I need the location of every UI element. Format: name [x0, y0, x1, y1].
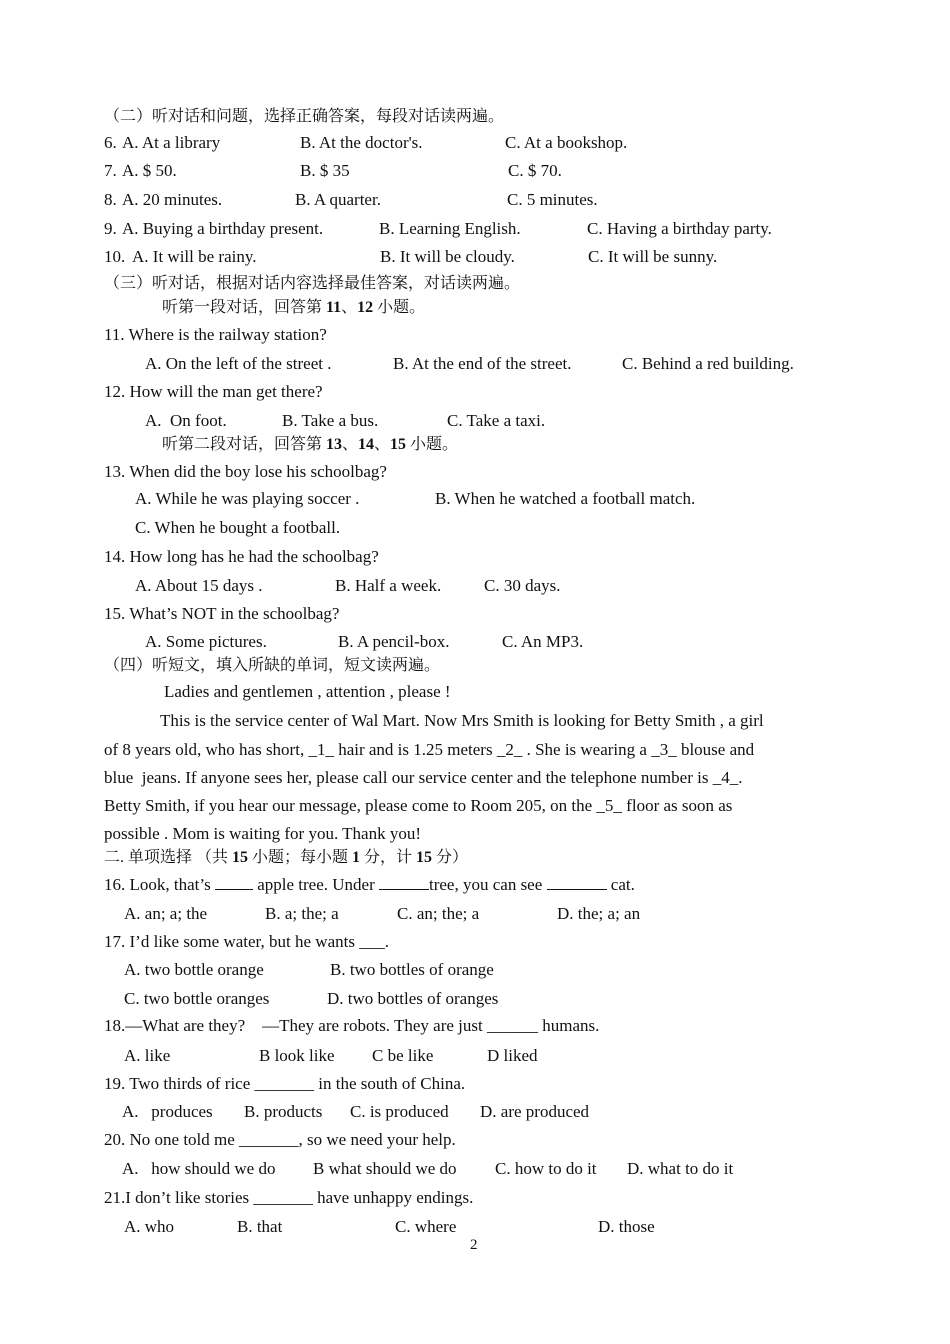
question-stem: 12. How will the man get there?	[104, 382, 323, 401]
option-d: D. what to do it	[627, 1159, 734, 1178]
option-c: C. When he bought a football.	[135, 518, 341, 537]
option-d: D. two bottles of oranges	[327, 989, 499, 1008]
option-c: C. Take a taxi.	[447, 411, 546, 430]
option-d: D. those	[598, 1217, 655, 1236]
option-b: B what should we do	[313, 1159, 457, 1178]
question-stem: 15. What’s NOT in the schoolbag?	[104, 604, 340, 623]
option-c: C. $ 70.	[508, 161, 562, 180]
option-a: A. About 15 days .	[135, 576, 263, 595]
passage-greeting: Ladies and gentlemen , attention , please !	[164, 682, 451, 701]
subheader-number: 14	[358, 436, 375, 453]
answer-blank	[379, 874, 429, 890]
option-b: B. Half a week.	[335, 576, 442, 595]
option-b: B. It will be cloudy.	[380, 247, 515, 266]
question-stem: 20. No one told me _______, so we need your help.	[104, 1130, 456, 1149]
subheader-text: 小题。	[406, 436, 459, 453]
option-b: B. two bottles of orange	[330, 960, 494, 979]
subheader-separator: 、	[342, 436, 359, 453]
option-b: B. that	[237, 1217, 283, 1236]
subheader-number: 15	[390, 436, 407, 453]
stem-text: cat.	[606, 875, 635, 894]
header-text: 分，计	[360, 849, 417, 866]
option-a: A. 20 minutes.	[122, 190, 223, 209]
question-number: 8.	[104, 190, 117, 209]
option-c: C be like	[372, 1046, 434, 1065]
option-c: C. how to do it	[495, 1159, 597, 1178]
subheader-number: 12	[357, 299, 374, 316]
option-a: A. Buying a birthday present.	[122, 219, 324, 238]
option-c: C. At a bookshop.	[505, 133, 628, 152]
option-b: B. Take a bus.	[282, 411, 379, 430]
option-a: A. how should we do	[122, 1159, 276, 1178]
section-3-subheader-2	[162, 434, 458, 456]
section-2-header: （二）听对话和问题，选择正确答案，每段对话读两遍。	[104, 108, 505, 125]
passage-line: of 8 years old, who has short, _1_ hair and is 1.25 meters _2_ . She is wearing a _3_ blouse and	[104, 740, 755, 759]
option-c: C. Having a birthday party.	[587, 219, 772, 238]
section-3-header: （三）听对话，根据对话内容选择最佳答案，对话读两遍。	[104, 275, 521, 292]
option-c: C. two bottle oranges	[124, 989, 270, 1008]
option-a: A. Some pictures.	[145, 632, 267, 651]
stem-text: tree, you can see	[429, 875, 547, 894]
passage-line: Betty Smith, if you hear our message, please come to Room 205, on the _5_ floor as soon as	[104, 796, 733, 815]
stem-text: 16. Look, that’s	[104, 875, 215, 894]
answer-blank	[547, 874, 607, 890]
option-a: A. While he was playing soccer .	[135, 489, 360, 508]
subheader-text: 听第一段对话，回答第	[162, 299, 327, 316]
question-stem: 13. When did the boy lose his schoolbag?	[104, 462, 387, 481]
option-a: A. who	[124, 1217, 175, 1236]
header-text: 二. 单项选择 （共	[104, 849, 233, 866]
option-a: A. It will be rainy.	[132, 247, 257, 266]
option-a: A. like	[124, 1046, 171, 1065]
option-b: B. A pencil-box.	[338, 632, 450, 651]
question-stem	[104, 874, 635, 896]
question-stem: 14. How long has he had the schoolbag?	[104, 547, 379, 566]
option-d: D. the; a; an	[557, 904, 641, 923]
option-b: B. A quarter.	[295, 190, 381, 209]
answer-blank	[215, 874, 253, 890]
question-stem: 21.I don’t like stories _______ have unhappy endings.	[104, 1188, 474, 1207]
question-stem: 11. Where is the railway station?	[104, 325, 327, 344]
question-number: 10.	[104, 247, 126, 266]
option-a: A. two bottle orange	[124, 960, 264, 979]
subheader-separator: 、	[341, 299, 358, 316]
option-a: A. an; a; the	[124, 904, 208, 923]
question-number: 9.	[104, 219, 117, 238]
option-c: C. 5 minutes.	[507, 190, 598, 209]
option-c: C. an; the; a	[397, 904, 480, 923]
header-number: 15	[416, 849, 433, 866]
subheader-text: 小题。	[373, 299, 426, 316]
option-b: B look like	[259, 1046, 335, 1065]
section-3-subheader-1	[162, 297, 425, 319]
subheader-text: 听第二段对话，回答第	[162, 436, 327, 453]
passage-line: blue jeans. If anyone sees her, please call our service center and the telephone number is _4_.	[104, 768, 743, 787]
header-text: 分）	[432, 849, 469, 866]
option-c: C. where	[395, 1217, 457, 1236]
subheader-separator: 、	[374, 436, 391, 453]
option-b: B. a; the; a	[265, 904, 339, 923]
option-a: A. produces	[122, 1102, 213, 1121]
subheader-number: 13	[326, 436, 343, 453]
option-b: B. $ 35	[300, 161, 350, 180]
option-c: C. Behind a red building.	[622, 354, 794, 373]
question-stem: 19. Two thirds of rice _______ in the south of China.	[104, 1074, 466, 1093]
header-number: 1	[352, 849, 361, 866]
option-d: D liked	[487, 1046, 538, 1065]
option-c: C. It will be sunny.	[588, 247, 718, 266]
question-stem: 17. I’d like some water, but he wants ___.	[104, 932, 389, 951]
option-b: B. At the end of the street.	[393, 354, 572, 373]
option-b: B. Learning English.	[379, 219, 521, 238]
header-text: 小题；每小题	[248, 849, 353, 866]
question-number: 7.	[104, 161, 117, 180]
option-c: C. is produced	[350, 1102, 449, 1121]
question-stem: 18.—What are they? —They are robots. They are just ______ humans.	[104, 1016, 600, 1035]
option-a: A. At a library	[122, 133, 221, 152]
page-number: 2	[470, 1237, 478, 1253]
subheader-number: 11	[326, 299, 342, 316]
option-d: D. are produced	[480, 1102, 590, 1121]
passage-line: This is the service center of Wal Mart. Now Mrs Smith is looking for Betty Smith , a girl	[160, 711, 764, 730]
section-4-header: （四）听短文，填入所缺的单词，短文读两遍。	[104, 657, 441, 674]
option-c: C. An MP3.	[502, 632, 584, 651]
question-number: 6.	[104, 133, 117, 152]
part-2-header	[104, 847, 468, 869]
stem-text: apple tree. Under	[252, 875, 379, 894]
header-number: 15	[232, 849, 249, 866]
option-a: A. On foot.	[145, 411, 227, 430]
option-a: A. $ 50.	[122, 161, 177, 180]
option-b: B. When he watched a football match.	[435, 489, 696, 508]
option-b: B. At the doctor's.	[300, 133, 423, 152]
option-c: C. 30 days.	[484, 576, 561, 595]
option-b: B. products	[244, 1102, 323, 1121]
option-a: A. On the left of the street .	[145, 354, 332, 373]
passage-line: possible . Mom is waiting for you. Thank you!	[104, 824, 421, 843]
